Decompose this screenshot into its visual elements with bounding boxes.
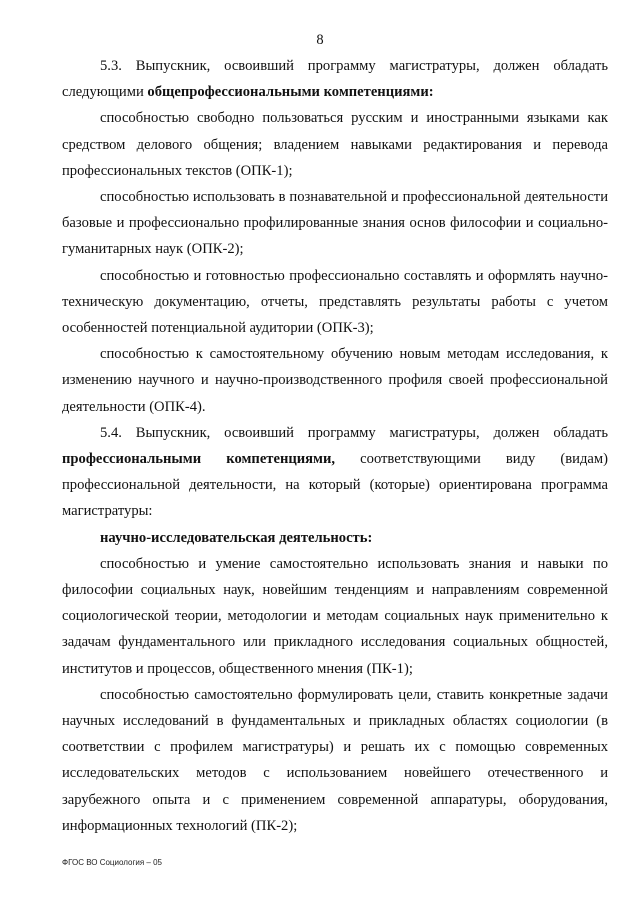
section-5-3-lead-bold: общепрофессиональными компетенциями: bbox=[147, 84, 434, 101]
section-5-4-lead-tail: соответствующими виду (видам) профессиональной деятельности, на который (которые) ориентирована программа магистратуры: bbox=[62, 451, 608, 520]
document-body bbox=[62, 53, 608, 839]
page-number: 8 bbox=[316, 32, 324, 48]
section-5-3-lead-text: 5.3. Выпускник, освоивший программу магистратуры, должен обладать следующими bbox=[62, 58, 608, 101]
competence-opk-1: способностью свободно пользоваться русским и иностранными языками как средством делового общения; владением навыками редактирования и перевода профессиональных текстов (ОПК-1); bbox=[62, 110, 608, 179]
competence-opk-4: способностью к самостоятельному обучению новым методам исследования, к изменению научного и научно-производственного профиля своей профессиональной деятельности (ОПК-4). bbox=[62, 346, 608, 415]
section-5-4-lead bbox=[62, 420, 608, 525]
competence-opk-2: способностью использовать в познавательной и профессиональной деятельности базовые и профессионально профилированные знания основ философии и социально-гуманитарных наук (ОПК-2); bbox=[62, 189, 608, 258]
section-5-4-lead-bold: профессиональными компетенциями, bbox=[62, 451, 336, 468]
section-5-3-lead bbox=[62, 53, 608, 105]
competence-pk-2: способностью самостоятельно формулировать цели, ставить конкретные задачи научных исследований в фундаментальных и прикладных областях социологии (в соответствии с профилем магистратуры) и решать их с помощью современных исследовательских методов с использованием новейшего отечественного и зарубежного опыта и с применением современной аппаратуры, оборудования, информационных технологий (ПК-2); bbox=[62, 686, 608, 834]
document-footer: ФГОС ВО Социология – 05 bbox=[62, 858, 162, 867]
competence-opk-3: способностью и готовностью профессионально составлять и оформлять научно-техническую документацию, отчеты, представлять результаты работы с учетом особенностей потенциальной аудитории (ОПК-3); bbox=[62, 267, 608, 337]
competence-pk-1: способностью и умение самостоятельно использовать знания и навыки по философии социальных наук, новейшим тенденциям и направлениям современной социологической теории, методологии и методам социальных наук применительно к задачам фундаментального или прикладного исследования социальных общностей, институтов и процессов, общественного мнения (ПК-1); bbox=[62, 555, 608, 677]
section-5-4-lead-text: 5.4. Выпускник, освоивший программу магистратуры, должен обладать bbox=[100, 424, 608, 441]
activity-heading: научно-исследовательская деятельность: bbox=[100, 529, 373, 546]
